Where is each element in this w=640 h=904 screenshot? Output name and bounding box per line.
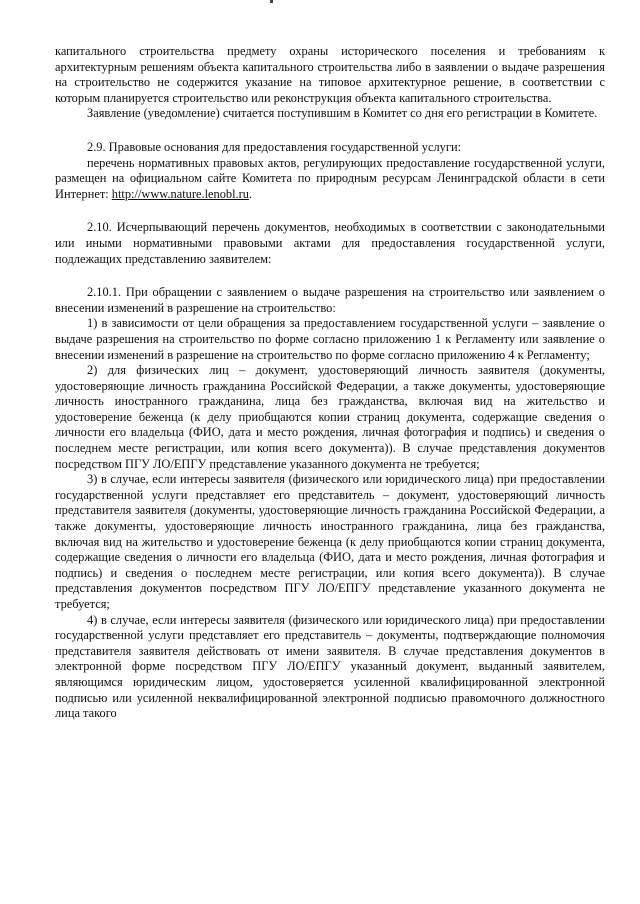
document-body — [55, 44, 605, 722]
list-item-2: 2) для физических лиц – документ, удостоверяющий личность заявителя (документы, удостоверяющие личность гражданина Российской Федерации, а также документы, удостоверяющие личность иностранного гражданина, лица без гражданства, включая вид на жительство и удостоверение беженца (к делу приобщаются копии страниц документа, содержащие сведения о личности его владельца (ФИО, дата и место рождения, личная фотография и подпись) и сведения о последнем месте регистрации, или копия всего документа)). В случае представления документов посредством ПГУ ЛО/ЕПГУ представление указанного документа не требуется; — [55, 363, 605, 471]
list-item-3: 3) в случае, если интересы заявителя (физического или юридического лица) при предоставлении государственной услуги представляет его представитель – документ, удостоверяющий личность представителя заявителя (документы, удостоверяющие личность гражданина Российской Федерации, а также документы, удостоверяющие личность иностранного гражданина, лица без гражданства, включая вид на жительство и удостоверение беженца (к делу приобщаются копии страниц документа, содержащие сведения о личности его владельца (ФИО, дата и место рождения, личная фотография и подпись) и сведения о последнем месте регистрации, или копия всего документа)). В случае представления документов посредством ПГУ ЛО/ЕПГУ представление указанного документа не требуется; — [55, 472, 605, 611]
paragraph-continuation: капитального строительства предмету охраны исторического поселения и требованиям к архитектурным решениям объекта капитального строительства либо в заявлении о выдаче разрешения на строительство не содержится указание на типовое архитектурное решение, в соответствии с которым планируется строительство или реконструкция объекта капитального строительства. — [55, 44, 605, 105]
legal-basis-text: перечень нормативных правовых актов, регулирующих предоставление государственной услуги, размещен на официальном сайте Комитета по природным ресурсам Ленинградской области в сети Интернет: — [55, 155, 605, 201]
paragraph-registration: Заявление (уведомление) считается поступившим в Комитет со дня его регистрации в Комитете. — [87, 106, 598, 121]
paragraph-legal-basis — [55, 156, 605, 203]
nature-site-link[interactable]: http://www.nature.lenobl.ru — [111, 186, 249, 201]
list-item-1: 1) в зависимости от цели обращения за предоставлением государственной услуги – заявление о выдаче разрешения на строительство по форме согласно приложению 1 к Регламенту или заявление о внесении изменений в разрешение на строительство по форме согласно приложению 4 к Регламенту; — [55, 316, 605, 362]
link-suffix: . — [248, 186, 253, 201]
heading-2-10: 2.10. Исчерпывающий перечень документов, необходимых в соответствии с законодательными или иными нормативными правовыми актами для предоставления государственной услуги, подлежащих представлению заявителем: — [55, 220, 605, 266]
scan-mark — [270, 0, 273, 3]
list-item-4: 4) в случае, если интересы заявителя (физического или юридического лица) при предоставлении государственной услуги представляет его представитель – документы, подтверждающие полномочия представителя заявителя действовать от имени заявителя. В случае представления документов в электронной форме посредством ПГУ ЛО/ЕПГУ указанный документ, выданный заявителем, являющимся юридическим лицом, удостоверяется усиленной квалифицированной электронной подписью или усиленной неквалифицированной электронной подписью правомочного должностного лица такого — [55, 612, 605, 721]
heading-2-9: 2.9. Правовые основания для предоставления государственной услуги: — [87, 139, 462, 154]
heading-2-10-1: 2.10.1. При обращении с заявлением о выдаче разрешения на строительство или заявлением о внесении изменений в разрешение на строительство: — [55, 285, 605, 315]
